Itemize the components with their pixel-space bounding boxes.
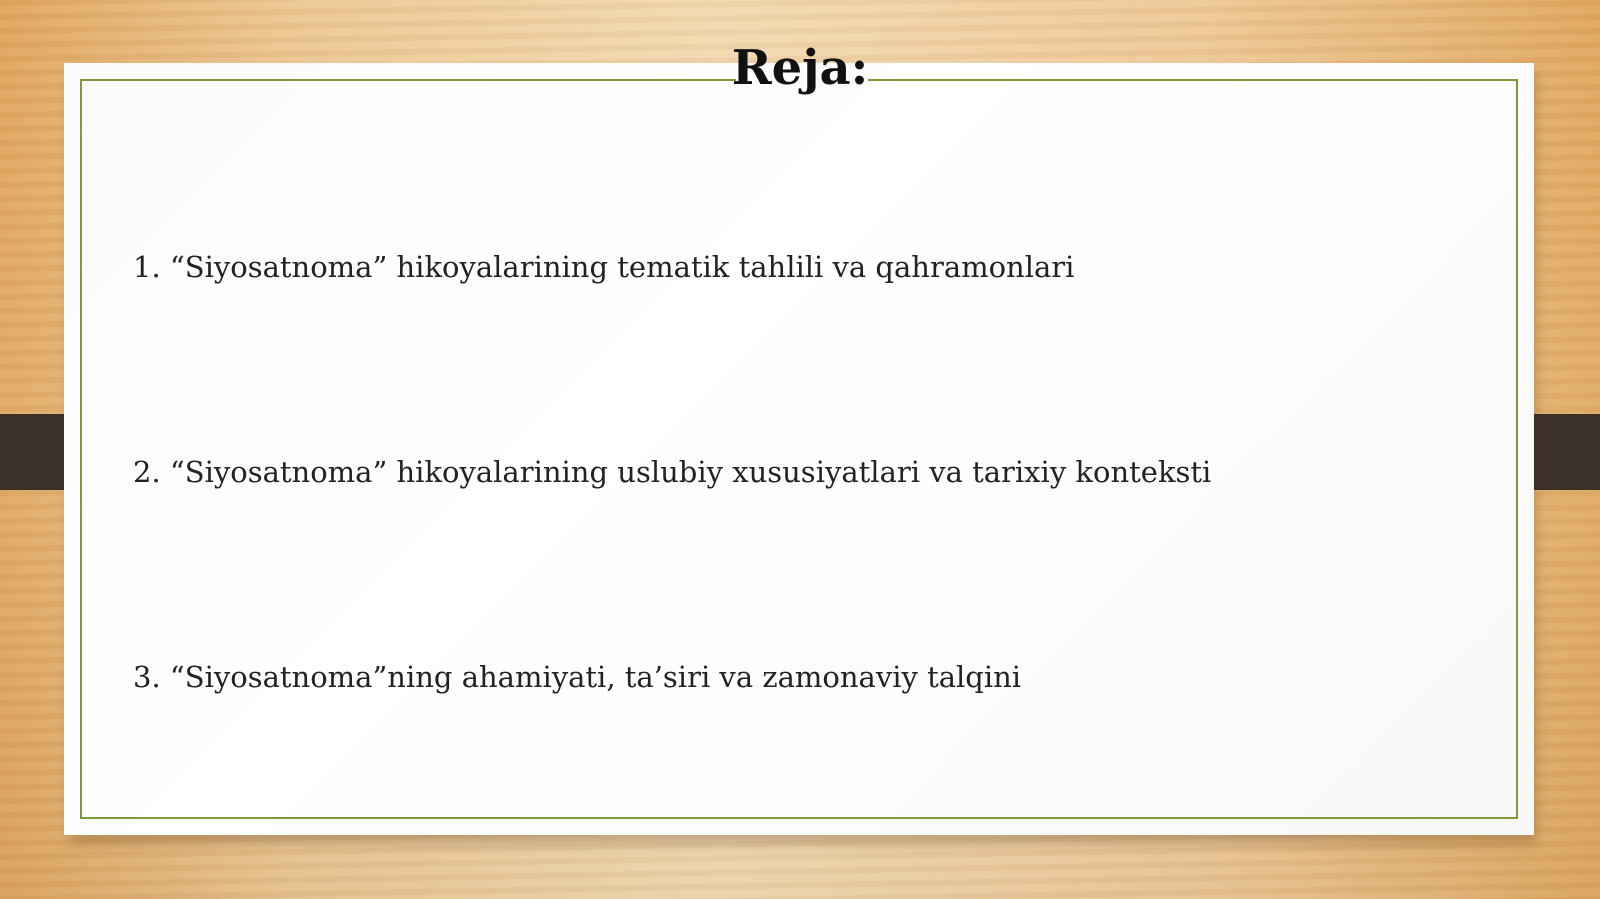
plan-item-2 bbox=[133, 455, 1211, 489]
plan-item-text: “Siyosatnoma” hikoyalarining uslubiy xususiyatlari va tarixiy konteksti bbox=[169, 455, 1212, 489]
plan-item-1 bbox=[133, 250, 1074, 284]
plan-item-number: 1. bbox=[133, 250, 161, 284]
slide-title: Reja: bbox=[731, 40, 869, 96]
plan-item-number: 3. bbox=[133, 660, 161, 694]
plan-item-3 bbox=[133, 660, 1021, 694]
plan-item-number: 2. bbox=[133, 455, 161, 489]
content-card bbox=[64, 63, 1534, 835]
plan-item-text: “Siyosatnoma”ning ahamiyati, ta’siri va zamonaviy talqini bbox=[169, 660, 1022, 694]
plan-item-text: “Siyosatnoma” hikoyalarining tematik tahlili va qahramonlari bbox=[169, 250, 1075, 284]
inner-frame bbox=[80, 79, 1518, 819]
